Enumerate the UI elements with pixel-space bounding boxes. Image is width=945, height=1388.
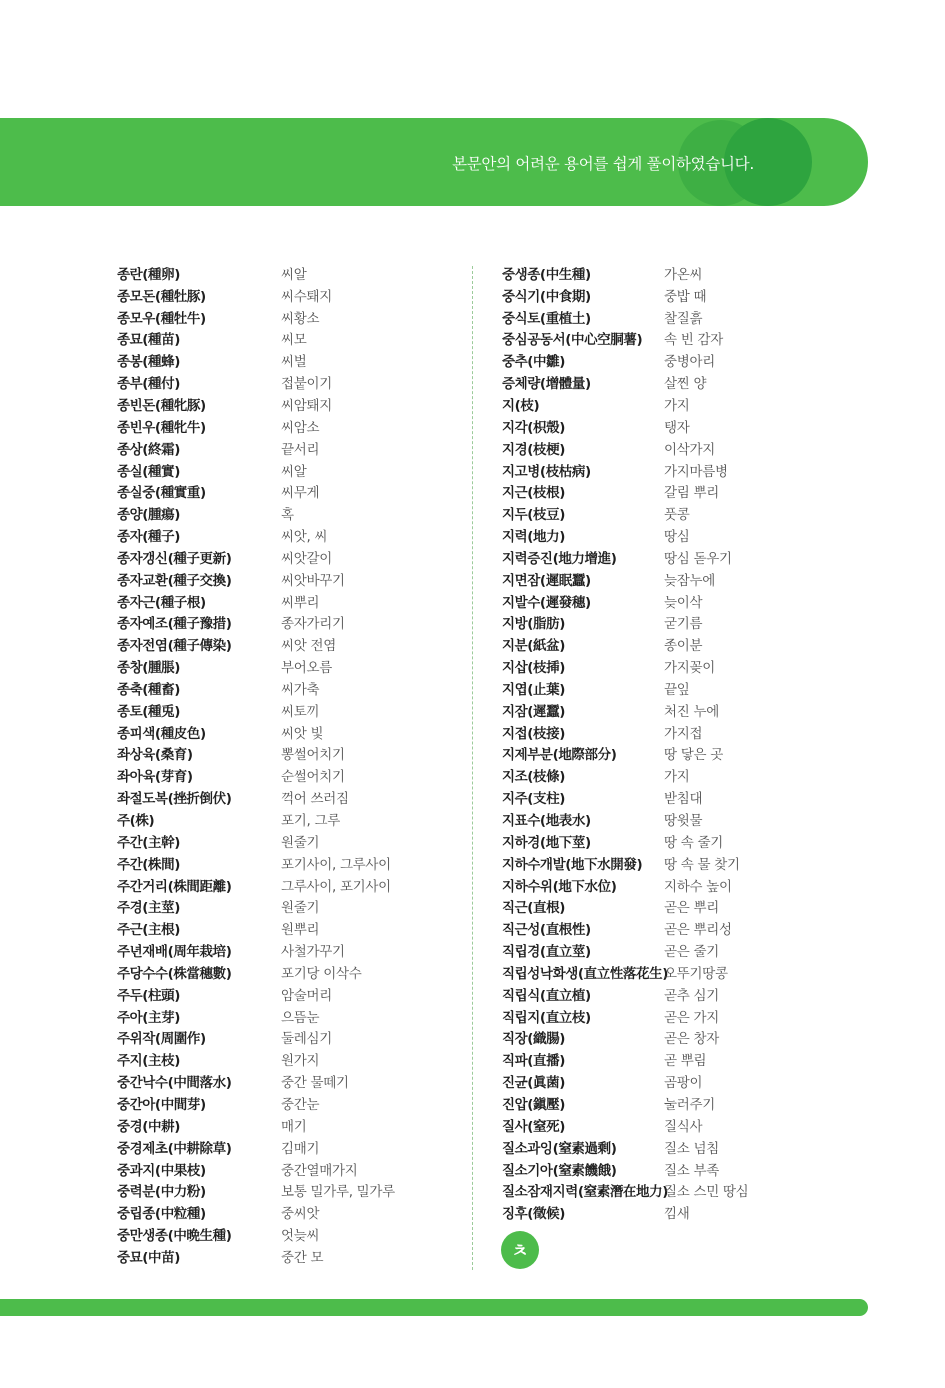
glossary-row bbox=[502, 808, 862, 830]
glossary-term: 지력증진(地力增進) bbox=[502, 550, 617, 567]
glossary-definition: 늦이삭 bbox=[664, 594, 703, 611]
glossary-definition: 원가지 bbox=[281, 1053, 320, 1070]
glossary-term: 주간(株間) bbox=[117, 856, 181, 873]
glossary-term: 주지(主枝) bbox=[117, 1053, 181, 1070]
glossary-row bbox=[502, 895, 862, 917]
glossary-row bbox=[502, 502, 862, 524]
glossary-term: 중만생종(中晩生種) bbox=[117, 1228, 232, 1245]
glossary-definition: 씨앗 전염 bbox=[281, 638, 336, 655]
glossary-definition: 뽕썰어치기 bbox=[281, 747, 345, 764]
glossary-row bbox=[117, 1201, 467, 1223]
glossary-row bbox=[502, 1201, 862, 1223]
glossary-definition: 땅심 돋우기 bbox=[664, 550, 732, 567]
glossary-term: 종자예조(種子豫措) bbox=[117, 616, 232, 633]
glossary-term: 주간거리(株間距離) bbox=[117, 878, 232, 895]
glossary-definition: 씨모 bbox=[281, 332, 307, 349]
glossary-term: 주아(主芽) bbox=[117, 1009, 181, 1026]
glossary-term: 질소잠재지력(窒素潛在地力) bbox=[502, 1184, 668, 1201]
glossary-definition: 씨황소 bbox=[281, 310, 320, 327]
glossary-definition: 곧 뿌림 bbox=[664, 1053, 707, 1070]
glossary-term: 중과지(中果枝) bbox=[117, 1162, 206, 1179]
glossary-definition: 곧은 뿌리성 bbox=[664, 922, 732, 939]
glossary-row bbox=[117, 459, 467, 481]
glossary-term: 종자근(種子根) bbox=[117, 594, 206, 611]
glossary-row bbox=[502, 939, 862, 961]
glossary-definition: 포기당 이삭수 bbox=[281, 965, 362, 982]
glossary-definition: 원줄기 bbox=[281, 834, 320, 851]
glossary-term: 종토(種兎) bbox=[117, 703, 181, 720]
glossary-definition: 그루사이, 포기사이 bbox=[281, 878, 391, 895]
glossary-row bbox=[117, 699, 467, 721]
glossary-definition: 포기, 그루 bbox=[281, 813, 340, 830]
glossary-row bbox=[502, 328, 862, 350]
glossary-row bbox=[117, 1179, 467, 1201]
glossary-row bbox=[117, 590, 467, 612]
glossary-row bbox=[117, 306, 467, 328]
glossary-term: 지력(地力) bbox=[502, 529, 566, 546]
glossary-row bbox=[117, 612, 467, 634]
glossary-row bbox=[117, 830, 467, 852]
glossary-definition: 찰질흙 bbox=[664, 310, 703, 327]
glossary-definition: 혹 bbox=[281, 507, 294, 524]
glossary-term: 종봉(種蜂) bbox=[117, 354, 181, 371]
glossary-term: 종란(種卵) bbox=[117, 266, 181, 283]
glossary-term: 중간낙수(中間落水) bbox=[117, 1075, 232, 1092]
glossary-row bbox=[117, 655, 467, 677]
glossary-term: 종실중(種實重) bbox=[117, 485, 206, 502]
glossary-term: 지표수(地表水) bbox=[502, 813, 591, 830]
glossary-term: 종자(種子) bbox=[117, 529, 181, 546]
glossary-definition: 씨앗바꾸기 bbox=[281, 572, 345, 589]
glossary-definition: 가지 bbox=[664, 397, 690, 414]
glossary-definition: 으뜸눈 bbox=[281, 1009, 320, 1026]
glossary-row bbox=[502, 306, 862, 328]
glossary-row bbox=[502, 415, 862, 437]
glossary-row bbox=[502, 284, 862, 306]
glossary-row bbox=[502, 371, 862, 393]
glossary-definition: 땅윗물 bbox=[664, 813, 703, 830]
glossary-row bbox=[502, 459, 862, 481]
glossary-row bbox=[502, 393, 862, 415]
glossary-term: 지제부분(地際部分) bbox=[502, 747, 617, 764]
glossary-row bbox=[117, 764, 467, 786]
glossary-term: 중묘(中苗) bbox=[117, 1249, 181, 1266]
glossary-definition: 씨알 bbox=[281, 266, 307, 283]
glossary-term: 종상(終霜) bbox=[117, 441, 181, 458]
glossary-definition: 곰팡이 bbox=[664, 1075, 703, 1092]
glossary-definition: 곧은 뿌리 bbox=[664, 900, 719, 917]
glossary-row bbox=[502, 1158, 862, 1180]
glossary-row bbox=[502, 655, 862, 677]
glossary-definition: 부어오름 bbox=[281, 660, 332, 677]
glossary-definition: 땅심 bbox=[664, 529, 690, 546]
glossary-term: 주당수수(株當穗數) bbox=[117, 965, 232, 982]
glossary-row bbox=[117, 415, 467, 437]
glossary-term: 좌아육(芽育) bbox=[117, 769, 193, 786]
glossary-term: 종자교환(種子交換) bbox=[117, 572, 232, 589]
glossary-term: 지하수위(地下水位) bbox=[502, 878, 617, 895]
glossary-definition: 늦잠누에 bbox=[664, 572, 715, 589]
footer-bar bbox=[0, 1299, 868, 1316]
glossary-definition: 곧은 줄기 bbox=[664, 944, 719, 961]
glossary-definition: 김매기 bbox=[281, 1140, 320, 1157]
glossary-term: 질사(窒死) bbox=[502, 1118, 566, 1135]
glossary-row bbox=[502, 786, 862, 808]
glossary-definition: 보통 밀가루, 밀가루 bbox=[281, 1184, 395, 1201]
glossary-definition: 꺽어 쓰러짐 bbox=[281, 791, 349, 808]
glossary-row bbox=[117, 349, 467, 371]
glossary-term: 종빈우(種牝牛) bbox=[117, 419, 206, 436]
glossary-definition: 끝서리 bbox=[281, 441, 320, 458]
glossary-term: 지조(枝條) bbox=[502, 769, 566, 786]
glossary-row bbox=[117, 328, 467, 350]
glossary-row bbox=[117, 677, 467, 699]
glossary-row bbox=[502, 721, 862, 743]
glossary-definition: 씨벌 bbox=[281, 354, 307, 371]
glossary-term: 종빈돈(種牝豚) bbox=[117, 397, 206, 414]
glossary-term: 중식기(中食期) bbox=[502, 288, 591, 305]
glossary-definition: 질소 부족 bbox=[664, 1162, 719, 1179]
glossary-row bbox=[117, 917, 467, 939]
glossary-row bbox=[502, 764, 862, 786]
glossary-term: 진압(鎭壓) bbox=[502, 1096, 566, 1113]
glossary-row bbox=[117, 1070, 467, 1092]
glossary-row bbox=[502, 437, 862, 459]
glossary-row bbox=[117, 524, 467, 546]
glossary-term: 직근(直根) bbox=[502, 900, 566, 917]
glossary-row bbox=[117, 808, 467, 830]
glossary-row bbox=[117, 437, 467, 459]
glossary-term: 종창(腫脹) bbox=[117, 660, 181, 677]
glossary-definition: 갈림 뿌리 bbox=[664, 485, 719, 502]
glossary-term: 중력분(中力粉) bbox=[117, 1184, 206, 1201]
glossary-row bbox=[117, 1245, 467, 1267]
glossary-term: 지각(枳殼) bbox=[502, 419, 566, 436]
glossary-row bbox=[117, 284, 467, 306]
glossary-term: 종실(種實) bbox=[117, 463, 181, 480]
glossary-term: 좌상육(桑育) bbox=[117, 747, 193, 764]
glossary-definition: 씨가축 bbox=[281, 681, 320, 698]
glossary-definition: 중간눈 bbox=[281, 1096, 320, 1113]
glossary-term: 종모우(種牡牛) bbox=[117, 310, 206, 327]
glossary-row bbox=[117, 1223, 467, 1245]
glossary-term: 종자전염(種子傳染) bbox=[117, 638, 232, 655]
glossary-term: 징후(徵候) bbox=[502, 1206, 566, 1223]
glossary-row bbox=[117, 480, 467, 502]
glossary-definition: 가지마름병 bbox=[664, 463, 728, 480]
glossary-definition: 씨암퇘지 bbox=[281, 397, 332, 414]
glossary-row bbox=[502, 1136, 862, 1158]
glossary-definition: 종자가리기 bbox=[281, 616, 345, 633]
glossary-row bbox=[502, 480, 862, 502]
glossary-term: 주근(主根) bbox=[117, 922, 181, 939]
glossary-row bbox=[117, 1027, 467, 1049]
glossary-definition: 순썰어치기 bbox=[281, 769, 345, 786]
glossary-definition: 가지꽂이 bbox=[664, 660, 715, 677]
glossary-definition: 씨수퇘지 bbox=[281, 288, 332, 305]
glossary-term: 중립종(中粒種) bbox=[117, 1206, 206, 1223]
glossary-row bbox=[117, 633, 467, 655]
glossary-definition: 가지접 bbox=[664, 725, 703, 742]
glossary-definition: 땅 속 줄기 bbox=[664, 834, 723, 851]
glossary-definition: 가온씨 bbox=[664, 266, 703, 283]
glossary-definition: 씨토끼 bbox=[281, 703, 320, 720]
glossary-term: 지하경(地下莖) bbox=[502, 834, 591, 851]
glossary-row bbox=[117, 568, 467, 590]
glossary-definition: 낌새 bbox=[664, 1206, 690, 1223]
glossary-row bbox=[502, 262, 862, 284]
glossary-term: 지방(脂肪) bbox=[502, 616, 566, 633]
column-divider bbox=[472, 266, 473, 1270]
glossary-term: 종부(種付) bbox=[117, 376, 181, 393]
glossary-term: 지주(支柱) bbox=[502, 791, 566, 808]
glossary-definition: 질소 스민 땅심 bbox=[664, 1184, 749, 1201]
glossary-row bbox=[502, 1179, 862, 1201]
glossary-row bbox=[502, 699, 862, 721]
glossary-term: 종피색(種皮色) bbox=[117, 725, 206, 742]
glossary-row bbox=[117, 961, 467, 983]
glossary-row bbox=[502, 830, 862, 852]
glossary-definition: 땅 속 물 찾기 bbox=[664, 856, 740, 873]
glossary-term: 중식토(重植土) bbox=[502, 310, 591, 327]
glossary-definition: 매기 bbox=[281, 1118, 307, 1135]
glossary-row bbox=[117, 983, 467, 1005]
glossary-row bbox=[502, 961, 862, 983]
glossary-definition: 중밥 때 bbox=[664, 288, 707, 305]
glossary-term: 지면잠(遲眠蠶) bbox=[502, 572, 591, 589]
glossary-term: 주위작(周圍作) bbox=[117, 1031, 206, 1048]
glossary-term: 주두(柱頭) bbox=[117, 987, 181, 1004]
glossary-definition: 포기사이, 그루사이 bbox=[281, 856, 391, 873]
glossary-definition: 원줄기 bbox=[281, 900, 320, 917]
glossary-term: 직립지(直立枝) bbox=[502, 1009, 591, 1026]
glossary-row bbox=[502, 546, 862, 568]
glossary-term: 주년재배(周年栽培) bbox=[117, 944, 232, 961]
glossary-definition: 씨무게 bbox=[281, 485, 320, 502]
glossary-row bbox=[502, 1027, 862, 1049]
glossary-term: 중경(中耕) bbox=[117, 1118, 181, 1135]
glossary-definition: 곧은 가지 bbox=[664, 1009, 719, 1026]
glossary-row bbox=[502, 743, 862, 765]
glossary-term: 직장(織腸) bbox=[502, 1031, 566, 1048]
glossary-row bbox=[117, 1005, 467, 1027]
glossary-term: 직파(直播) bbox=[502, 1053, 566, 1070]
glossary-term: 지접(枝接) bbox=[502, 725, 566, 742]
glossary-definition: 엇늦씨 bbox=[281, 1228, 320, 1245]
glossary-definition: 중간 모 bbox=[281, 1249, 324, 1266]
glossary-term: 지경(枝梗) bbox=[502, 441, 566, 458]
glossary-term: 종자갱신(種子更新) bbox=[117, 550, 232, 567]
glossary-column-right bbox=[502, 262, 862, 1223]
glossary-row bbox=[502, 983, 862, 1005]
glossary-term: 주경(主莖) bbox=[117, 900, 181, 917]
glossary-definition: 중간 물떼기 bbox=[281, 1075, 349, 1092]
glossary-term: 중심공동서(中心空胴薯) bbox=[502, 332, 643, 349]
glossary-definition: 굳기름 bbox=[664, 616, 703, 633]
glossary-row bbox=[117, 852, 467, 874]
glossary-term: 질소과잉(窒素過剩) bbox=[502, 1140, 617, 1157]
glossary-definition: 중간열매가지 bbox=[281, 1162, 358, 1179]
glossary-term: 종축(種畜) bbox=[117, 681, 181, 698]
glossary-term: 지발수(遲發穗) bbox=[502, 594, 591, 611]
glossary-term: 중생종(中生種) bbox=[502, 266, 591, 283]
glossary-definition: 암술머리 bbox=[281, 987, 332, 1004]
glossary-definition: 탱자 bbox=[664, 419, 690, 436]
glossary-term: 주간(主幹) bbox=[117, 834, 181, 851]
glossary-row bbox=[502, 874, 862, 896]
glossary-term: 지삽(枝揷) bbox=[502, 660, 566, 677]
glossary-definition: 중씨앗 bbox=[281, 1206, 320, 1223]
glossary-term: 지(枝) bbox=[502, 397, 540, 414]
glossary-row bbox=[117, 721, 467, 743]
glossary-term: 진균(眞菌) bbox=[502, 1075, 566, 1092]
glossary-term: 질소기아(窒素饑餓) bbox=[502, 1162, 617, 1179]
glossary-term: 직립경(直立莖) bbox=[502, 944, 591, 961]
glossary-term: 종양(腫瘍) bbox=[117, 507, 181, 524]
glossary-row bbox=[502, 917, 862, 939]
glossary-definition: 질식사 bbox=[664, 1118, 703, 1135]
glossary-definition: 오뚜기땅콩 bbox=[664, 965, 728, 982]
glossary-definition: 중병아리 bbox=[664, 354, 715, 371]
glossary-row bbox=[502, 1114, 862, 1136]
glossary-row bbox=[502, 612, 862, 634]
glossary-row bbox=[117, 262, 467, 284]
banner-text: 본문안의 어려운 용어를 쉽게 풀이하였습니다. bbox=[452, 155, 754, 173]
glossary-definition: 둘레심기 bbox=[281, 1031, 332, 1048]
glossary-definition: 사철가꾸기 bbox=[281, 944, 345, 961]
glossary-definition: 지하수 높이 bbox=[664, 878, 732, 895]
glossary-row bbox=[502, 1005, 862, 1027]
glossary-row bbox=[502, 1092, 862, 1114]
glossary-row bbox=[117, 874, 467, 896]
glossary-row bbox=[502, 1070, 862, 1092]
glossary-row bbox=[117, 1092, 467, 1114]
glossary-definition: 종이분 bbox=[664, 638, 703, 655]
glossary-row bbox=[117, 393, 467, 415]
glossary-row bbox=[117, 1114, 467, 1136]
glossary-definition: 곧은 창자 bbox=[664, 1031, 719, 1048]
glossary-definition: 살찐 양 bbox=[664, 376, 707, 393]
glossary-term: 지하수개발(地下水開發) bbox=[502, 856, 643, 873]
glossary-term: 직립성낙화생(直立性落花生) bbox=[502, 965, 668, 982]
glossary-row bbox=[117, 786, 467, 808]
glossary-term: 중추(中雛) bbox=[502, 354, 566, 371]
glossary-term: 주(株) bbox=[117, 813, 155, 830]
glossary-term: 지잠(遲蠶) bbox=[502, 703, 566, 720]
glossary-term: 종묘(種苗) bbox=[117, 332, 181, 349]
glossary-definition: 씨암소 bbox=[281, 419, 320, 436]
glossary-row bbox=[502, 590, 862, 612]
glossary-term: 직립식(直立植) bbox=[502, 987, 591, 1004]
glossary-definition: 원뿌리 bbox=[281, 922, 320, 939]
glossary-row bbox=[502, 1048, 862, 1070]
glossary-row bbox=[502, 633, 862, 655]
glossary-row bbox=[117, 895, 467, 917]
glossary-row bbox=[117, 1136, 467, 1158]
glossary-term: 지엽(止葉) bbox=[502, 681, 566, 698]
glossary-definition: 씨앗 빛 bbox=[281, 725, 324, 742]
glossary-term: 지분(紙盆) bbox=[502, 638, 566, 655]
glossary-row bbox=[502, 852, 862, 874]
glossary-term: 종모돈(種牡豚) bbox=[117, 288, 206, 305]
glossary-definition: 땅 닿은 곳 bbox=[664, 747, 723, 764]
glossary-row bbox=[502, 524, 862, 546]
glossary-definition: 이삭가지 bbox=[664, 441, 715, 458]
glossary-term: 중경제초(中耕除草) bbox=[117, 1140, 232, 1157]
glossary-row bbox=[117, 743, 467, 765]
glossary-row bbox=[117, 371, 467, 393]
glossary-definition: 눌러주기 bbox=[664, 1096, 715, 1113]
glossary-definition: 씨알 bbox=[281, 463, 307, 480]
glossary-definition: 씨앗갈이 bbox=[281, 550, 332, 567]
glossary-definition: 곧추 심기 bbox=[664, 987, 719, 1004]
glossary-row bbox=[502, 677, 862, 699]
glossary-definition: 씨앗, 씨 bbox=[281, 529, 328, 546]
glossary-definition: 질소 넘침 bbox=[664, 1140, 719, 1157]
header-banner bbox=[0, 118, 868, 206]
glossary-term: 증체량(增體量) bbox=[502, 376, 591, 393]
glossary-term: 중간아(中間芽) bbox=[117, 1096, 206, 1113]
glossary-row bbox=[117, 546, 467, 568]
glossary-row bbox=[117, 1048, 467, 1070]
glossary-term: 직근성(直根性) bbox=[502, 922, 591, 939]
glossary-definition: 끝잎 bbox=[664, 681, 690, 698]
glossary-row bbox=[117, 1158, 467, 1180]
glossary-term: 지고병(枝枯病) bbox=[502, 463, 591, 480]
glossary-definition: 풋콩 bbox=[664, 507, 690, 524]
glossary-row bbox=[502, 349, 862, 371]
glossary-definition: 씨뿌리 bbox=[281, 594, 320, 611]
section-letter-badge: ㅊ bbox=[501, 1231, 539, 1269]
glossary-row bbox=[502, 568, 862, 590]
glossary-term: 지근(枝根) bbox=[502, 485, 566, 502]
glossary-definition: 받침대 bbox=[664, 791, 703, 808]
glossary-definition: 속 빈 감자 bbox=[664, 332, 723, 349]
glossary-row bbox=[117, 939, 467, 961]
glossary-row bbox=[117, 502, 467, 524]
glossary-term: 좌절도복(挫折倒伏) bbox=[117, 791, 232, 808]
glossary-definition: 처진 누에 bbox=[664, 703, 719, 720]
glossary-term: 지두(枝豆) bbox=[502, 507, 566, 524]
glossary-column-left bbox=[117, 262, 467, 1267]
glossary-definition: 가지 bbox=[664, 769, 690, 786]
glossary-definition: 접붙이기 bbox=[281, 376, 332, 393]
